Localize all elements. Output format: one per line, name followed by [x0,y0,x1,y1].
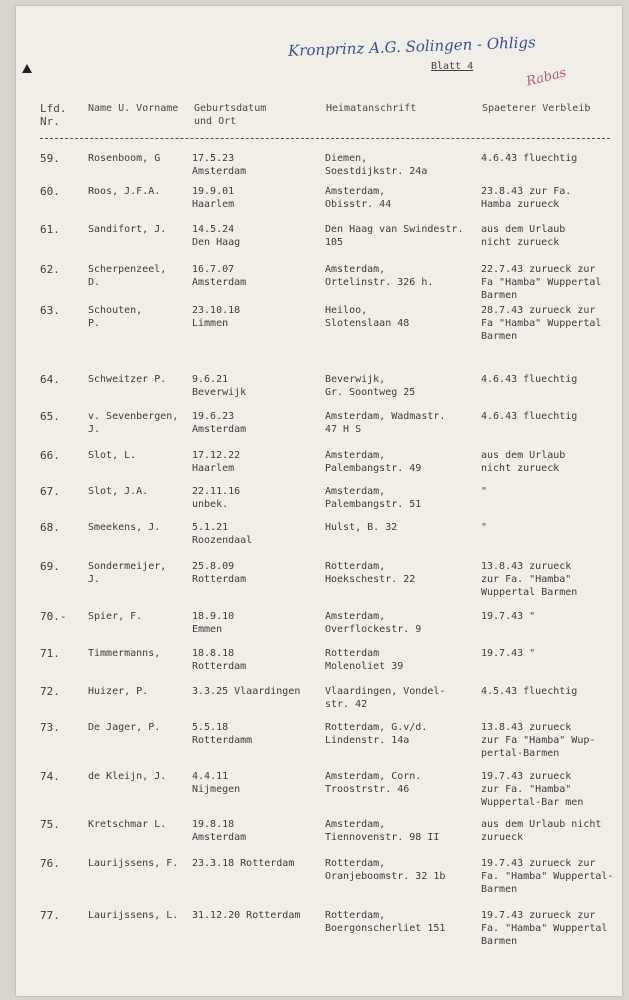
row-birth: 18.8.18 Rotterdam [192,648,247,672]
row-name: Sandifort, J. [88,224,167,235]
row-birth: 4.4.11 Nijmegen [192,771,241,795]
row-birth: 19.8.18 Amsterdam [192,819,247,843]
row-birth: 22.11.16 unbek. [192,486,241,510]
row-name: Roos, J.F.A. [88,186,161,197]
row-address: Rotterdam, Oranjeboomstr. 32 1b [325,858,446,882]
row-number: 65. [40,410,60,423]
row-name: Laurijssens, L. [88,910,179,921]
row-birth: 5.5.18 Rotterdamm [192,722,253,746]
header-birth: Geburtsdatum und Ort [194,103,267,127]
row-fate: 4.6.43 fluechtig [481,374,578,385]
row-fate: 23.8.43 zur Fa. Hamba zurueck [481,186,572,210]
table-row [16,560,622,600]
row-address: Rotterdam, Hoekschestr. 22 [325,561,416,585]
row-address: Amsterdam, Palembangstr. 51 [325,486,422,510]
row-address: Hulst, B. 32 [325,522,398,533]
header-fate: Spaeterer Verbleib [482,103,591,114]
handwritten-stamp: Rabas [524,65,568,90]
row-name: Laurijssens, F. [88,858,179,869]
row-birth: 18.9.10 Emmen [192,611,235,635]
row-birth: 5.1.21 Roozendaal [192,522,253,546]
row-fate: 19.7.43 zurueck zur Fa. "Hamba" Wuppertal- Barmen [481,858,614,895]
sheet-number: Blatt 4 [431,61,474,72]
row-birth: 17.5.23 Amsterdam [192,153,247,177]
row-name: Smeekens, J. [88,522,161,533]
row-number: 71. [40,647,60,660]
row-name: Schouten, P. [88,305,143,329]
row-birth: 23.10.18 Limmen [192,305,241,329]
row-number: 61. [40,223,60,236]
row-fate: 13.8.43 zurueck zur Fa. "Hamba" Wuppertal Barmen [481,561,578,598]
row-address: Amsterdam, Ortelinstr. 326 h. [325,264,434,288]
row-birth: 14.5.24 Den Haag [192,224,241,248]
table-row [16,223,622,263]
row-number: 63. [40,304,60,317]
row-address: Amsterdam, Wadmastr. 47 H S [325,411,446,435]
row-number: 60. [40,185,60,198]
punch-mark-icon [22,64,32,73]
row-name: de Kleijn, J. [88,771,167,782]
row-number: 68. [40,521,60,534]
row-number: 76. [40,857,60,870]
row-fate: 13.8.43 zurueck zur Fa "Hamba" Wup- pertal-Barmen [481,722,596,759]
table-row [16,521,622,561]
row-address: Amsterdam, Palembangstr. 49 [325,450,422,474]
row-name: Scherpenzeel, D. [88,264,167,288]
row-name: Slot, J.A. [88,486,149,497]
row-fate: aus dem Urlaub nicht zurueck [481,450,566,474]
row-number: 59. [40,152,60,165]
row-name: De Jager, P. [88,722,161,733]
row-name: Slot, L. [88,450,137,461]
row-fate: " [481,522,488,533]
row-name: Sondermeijer, J. [88,561,167,585]
table-row [16,610,622,650]
row-birth: 17.12.22 Haarlem [192,450,241,474]
row-birth: 9.6.21 Beverwijk [192,374,247,398]
row-birth: 23.3.18 Rotterdam [192,858,295,869]
row-birth: 19.9.01 Haarlem [192,186,235,210]
row-fate: 4.6.43 fluechtig [481,411,578,422]
row-number: 75. [40,818,60,831]
table-row [16,373,622,413]
table-row [16,647,622,687]
row-name: Spier, F. [88,611,143,622]
row-address: Beverwijk, Gr. Soontweg 25 [325,374,416,398]
row-fate: 19.7.43 zurueck zur Fa. "Hamba" Wuppertal Barmen [481,910,608,947]
handwritten-annotation: Kronprinz A.G. Solingen - Ohligs [287,33,536,60]
row-address: Amsterdam, Corn. Troostrstr. 46 [325,771,422,795]
row-number: 70.- [40,610,67,623]
row-birth: 31.12.20 Rotterdam [192,910,301,921]
row-number: 77. [40,909,60,922]
header-address: Heimatanschrift [326,103,417,114]
row-name: Schweitzer P. [88,374,167,385]
row-birth: 3.3.25 Vlaardingen [192,686,301,697]
row-address: Den Haag van Swindestr. 105 [325,224,464,248]
row-name: v. Sevenbergen, J. [88,411,179,435]
document-page [16,6,622,996]
table-row [16,770,622,810]
row-number: 69. [40,560,60,573]
row-address: Amsterdam, Tiennovenstr. 98 II [325,819,440,843]
header-divider [40,138,610,139]
row-address: Rotterdam Molenoliet 39 [325,648,404,672]
row-name: Rosenboom, G [88,153,161,164]
row-birth: 19.6.23 Amsterdam [192,411,247,435]
table-row [16,449,622,489]
row-fate: aus dem Urlaub nicht zurueck [481,819,602,843]
row-name: Kretschmar L. [88,819,167,830]
row-fate: 4.5.43 fluechtig [481,686,578,697]
row-fate: 19.7.43 " [481,648,536,659]
row-address: Heiloo, Slotenslaan 48 [325,305,410,329]
row-address: Amsterdam, Overflockestr. 9 [325,611,422,635]
table-row [16,909,622,949]
row-number: 67. [40,485,60,498]
row-fate: 19.7.43 " [481,611,536,622]
row-fate: 22.7.43 zurueck zur Fa "Hamba" Wuppertal Barmen [481,264,602,301]
row-birth: 25.8.09 Rotterdam [192,561,247,585]
row-address: Diemen, Soestdijkstr. 24a [325,153,428,177]
row-fate: aus dem Urlaub nicht zurueck [481,224,566,248]
table-row [16,721,622,761]
row-fate: " [481,486,488,497]
row-number: 62. [40,263,60,276]
table-row [16,857,622,897]
row-number: 73. [40,721,60,734]
row-name: Timmermanns, [88,648,161,659]
header-name: Name U. Vorname [88,103,179,114]
row-name: Huizer, P. [88,686,149,697]
row-address: Amsterdam, Obisstr. 44 [325,186,392,210]
row-fate: 4.6.43 fluechtig [481,153,578,164]
row-birth: 16.7.07 Amsterdam [192,264,247,288]
table-row [16,685,622,725]
row-fate: 28.7.43 zurueck zur Fa "Hamba" Wuppertal Barmen [481,305,602,342]
table-row [16,185,622,225]
row-address: Rotterdam, Boergonscherliet 151 [325,910,446,934]
table-row [16,410,622,450]
row-number: 72. [40,685,60,698]
table-row [16,304,622,344]
table-row [16,263,622,303]
header-nr: Lfd. Nr. [40,102,67,128]
row-number: 74. [40,770,60,783]
table-row [16,485,622,525]
row-number: 64. [40,373,60,386]
table-header [16,102,622,134]
row-address: Vlaardingen, Vondel- str. 42 [325,686,446,710]
row-fate: 19.7.43 zurueck zur Fa. "Hamba" Wuppertal-Bar men [481,771,584,808]
table-row [16,818,622,858]
row-address: Rotterdam, G.v/d. Lindenstr. 14a [325,722,428,746]
row-number: 66. [40,449,60,462]
